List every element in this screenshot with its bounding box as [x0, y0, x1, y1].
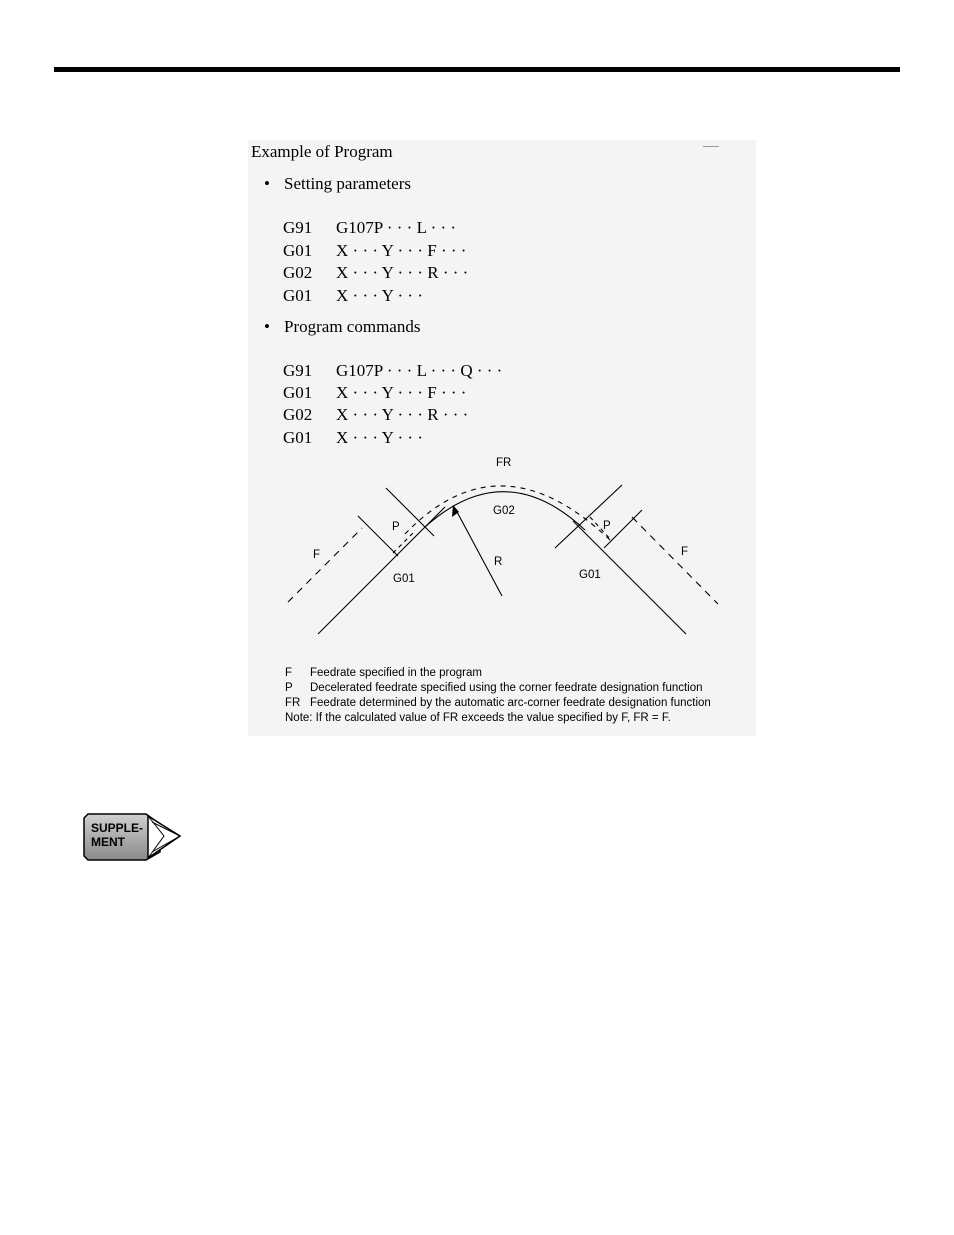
r-arrowhead [452, 505, 459, 517]
code-args: G107P · · · L · · · [336, 218, 457, 237]
label-r: R [494, 556, 503, 568]
gcode: G01 [283, 428, 313, 447]
p-left-line [393, 533, 413, 553]
code-args: X · · · Y · · · [336, 428, 424, 447]
f-right-line [632, 517, 718, 604]
section-title: Setting parameters [284, 174, 411, 193]
r-radius-line [456, 510, 502, 596]
gcode: G91 [283, 361, 313, 380]
label-p-left: P [392, 521, 400, 533]
label-f-left: F [313, 549, 321, 561]
legend-item [285, 697, 711, 709]
label-g01-left: G01 [393, 573, 415, 585]
label-f-right: F [681, 546, 689, 558]
legend-text: Decelerated feedrate specified using the corner feedrate designation function [310, 682, 703, 694]
gcode: G02 [283, 405, 313, 424]
badge-line1: SUPPLE- [91, 821, 144, 835]
legend-item [285, 682, 703, 694]
legend-key: F [285, 667, 293, 679]
example-heading: Example of Program [251, 142, 393, 161]
code-args: G107P · · · L · · · Q · · · [336, 361, 503, 380]
code-args: X · · · Y · · · F · · · [336, 241, 467, 260]
legend-key: P [285, 682, 293, 694]
code-args: X · · · Y · · · F · · · [336, 383, 467, 402]
label-p-right: P [603, 520, 611, 532]
f-left-line [288, 528, 362, 602]
code-args: X · · · Y · · · [336, 286, 424, 305]
label-g02: G02 [493, 505, 515, 517]
gcode: G91 [283, 218, 313, 237]
label-fr: FR [496, 457, 512, 469]
code-args: X · · · Y · · · R · · · [336, 405, 469, 424]
bullet-icon: • [264, 317, 270, 336]
supplement-badge-icon [82, 810, 186, 866]
marker-right-inner [555, 485, 622, 548]
bullet-icon: • [264, 174, 270, 193]
label-g01-right: G01 [579, 569, 601, 581]
legend-note: Note: If the calculated value of FR exceeds the value specified by F, FR = F. [285, 712, 671, 724]
gcode: G02 [283, 263, 313, 282]
section-title: Program commands [284, 317, 421, 336]
badge-line2: MENT [91, 835, 125, 849]
code-args: X · · · Y · · · R · · · [336, 263, 469, 282]
gcode: G01 [283, 241, 313, 260]
legend-item [285, 667, 482, 679]
gcode: G01 [283, 286, 313, 305]
legend-text: Feedrate specified in the program [310, 667, 482, 679]
legend-key: FR [285, 697, 301, 709]
gcode: G01 [283, 383, 313, 402]
legend-text: Feedrate determined by the automatic arc-corner feedrate designation function [310, 697, 711, 709]
